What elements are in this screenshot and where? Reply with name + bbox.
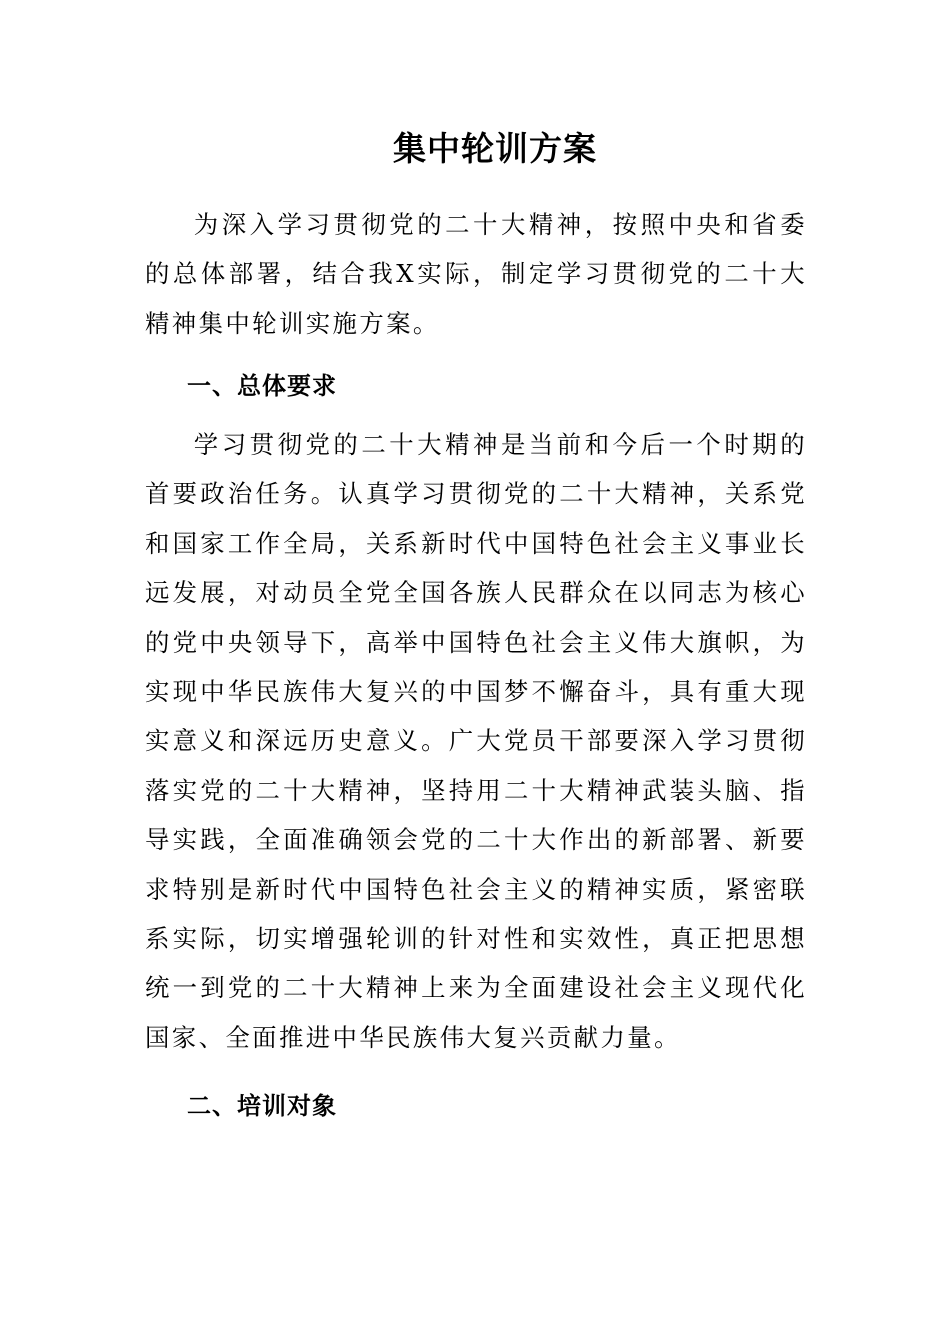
section-heading-general-requirements: 一、总体要求 [187, 371, 337, 400]
document-title: 集中轮训方案 [393, 129, 597, 168]
section-body-general-requirements: 学习贯彻党的二十大精神是当前和今后一个时期的首要政治任务。认真学习贯彻党的二十大精神，关系党和国家工作全局，关系新时代中国特色社会主义事业长远发展，对动员全党全国各族人民群众在以同志为核心的党中央领导下，高举中国特色社会主义伟大旗帜，为实现中华民族伟大复兴的中国梦不懈奋斗，具有重大现实意义和深远历史意义。广大党员干部要深入学习贯彻落实党的二十大精神，坚持用二十大精神武装头脑、指导实践，全面准确领会党的二十大作出的新部署、新要求特别是新时代中国特色社会主义的精神实质，紧密联系实际，切实增强轮训的针对性和实效性，真正把思想统一到党的二十大精神上来为全面建设社会主义现代化国家、全面推进中华民族伟大复兴贡献力量。 [145, 430, 807, 1052]
intro-paragraph: 为深入学习贯彻党的二十大精神，按照中央和省委的总体部署，结合我X实际，制定学习贯彻党的二十大精神集中轮训实施方案。 [145, 210, 807, 338]
section-heading-training-targets: 二、培训对象 [187, 1091, 337, 1120]
